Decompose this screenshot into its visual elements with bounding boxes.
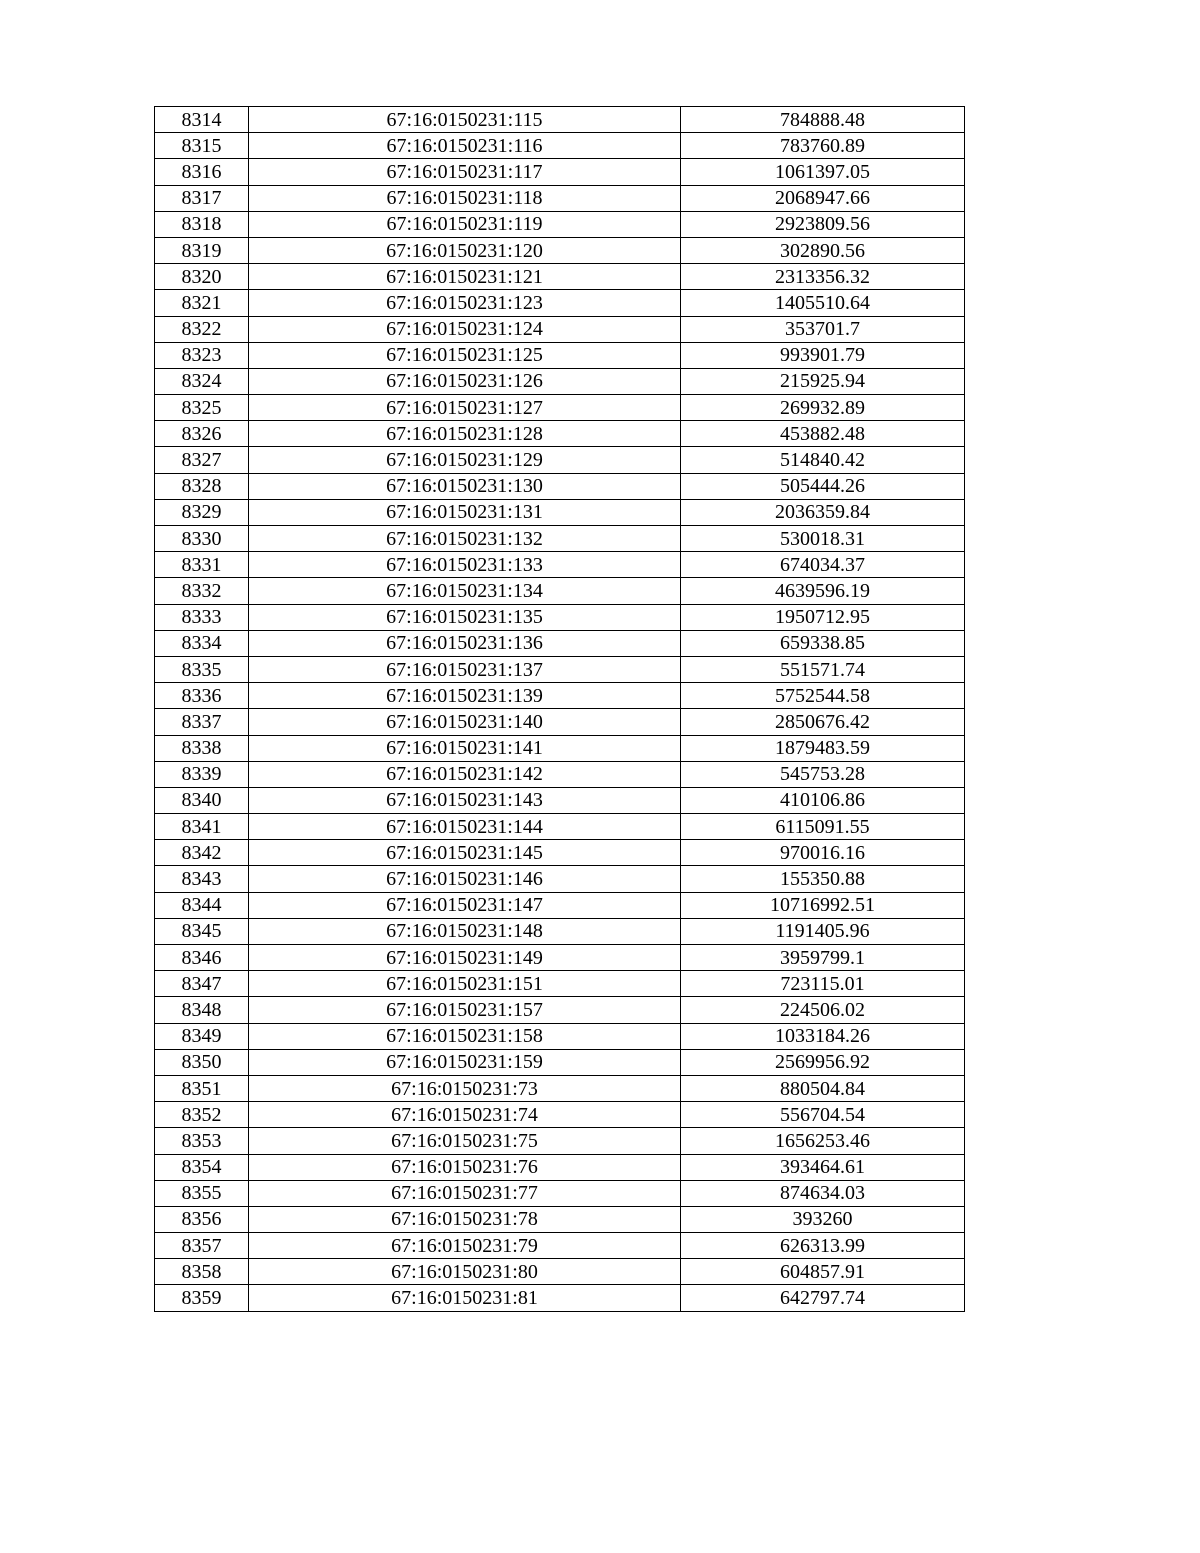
cadastral-value-cell: 874634.03 bbox=[681, 1180, 965, 1206]
row-number-cell: 8315 bbox=[155, 133, 249, 159]
cadastral-number-cell: 67:16:0150231:123 bbox=[249, 290, 681, 316]
table-row bbox=[155, 211, 965, 237]
cadastral-value-cell: 1879483.59 bbox=[681, 735, 965, 761]
cadastral-number-cell: 67:16:0150231:136 bbox=[249, 630, 681, 656]
cadastral-number-cell: 67:16:0150231:125 bbox=[249, 342, 681, 368]
table-row bbox=[155, 1049, 965, 1075]
table-row bbox=[155, 787, 965, 813]
cadastral-value-cell: 642797.74 bbox=[681, 1285, 965, 1311]
row-number-cell: 8354 bbox=[155, 1154, 249, 1180]
table-row bbox=[155, 683, 965, 709]
cadastral-value-cell: 215925.94 bbox=[681, 368, 965, 394]
cadastral-number-cell: 67:16:0150231:74 bbox=[249, 1102, 681, 1128]
cadastral-number-cell: 67:16:0150231:121 bbox=[249, 264, 681, 290]
cadastral-value-cell: 1950712.95 bbox=[681, 604, 965, 630]
cadastral-number-cell: 67:16:0150231:140 bbox=[249, 709, 681, 735]
cadastral-value-cell: 2036359.84 bbox=[681, 499, 965, 525]
row-number-cell: 8356 bbox=[155, 1206, 249, 1232]
row-number-cell: 8347 bbox=[155, 971, 249, 997]
cadastral-value-cell: 6115091.55 bbox=[681, 814, 965, 840]
cadastral-number-cell: 67:16:0150231:145 bbox=[249, 840, 681, 866]
cadastral-value-cell: 2850676.42 bbox=[681, 709, 965, 735]
cadastral-number-cell: 67:16:0150231:75 bbox=[249, 1128, 681, 1154]
cadastral-number-cell: 67:16:0150231:120 bbox=[249, 237, 681, 263]
cadastral-number-cell: 67:16:0150231:78 bbox=[249, 1206, 681, 1232]
cadastral-value-cell: 410106.86 bbox=[681, 787, 965, 813]
cadastral-number-cell: 67:16:0150231:124 bbox=[249, 316, 681, 342]
table-row bbox=[155, 945, 965, 971]
row-number-cell: 8316 bbox=[155, 159, 249, 185]
cadastral-number-cell: 67:16:0150231:76 bbox=[249, 1154, 681, 1180]
cadastral-number-cell: 67:16:0150231:117 bbox=[249, 159, 681, 185]
cadastral-value-cell: 993901.79 bbox=[681, 342, 965, 368]
cadastral-number-cell: 67:16:0150231:147 bbox=[249, 892, 681, 918]
table-row bbox=[155, 814, 965, 840]
cadastral-value-cell: 393260 bbox=[681, 1206, 965, 1232]
cadastral-value-cell: 1191405.96 bbox=[681, 918, 965, 944]
row-number-cell: 8352 bbox=[155, 1102, 249, 1128]
row-number-cell: 8344 bbox=[155, 892, 249, 918]
cadastral-value-cell: 514840.42 bbox=[681, 447, 965, 473]
table-row bbox=[155, 421, 965, 447]
table-row bbox=[155, 133, 965, 159]
cadastral-number-cell: 67:16:0150231:141 bbox=[249, 735, 681, 761]
table-row bbox=[155, 840, 965, 866]
row-number-cell: 8331 bbox=[155, 552, 249, 578]
cadastral-number-cell: 67:16:0150231:126 bbox=[249, 368, 681, 394]
table-row bbox=[155, 1154, 965, 1180]
cadastral-value-cell: 2068947.66 bbox=[681, 185, 965, 211]
cadastral-value-cell: 530018.31 bbox=[681, 526, 965, 552]
cadastral-number-cell: 67:16:0150231:133 bbox=[249, 552, 681, 578]
table-row bbox=[155, 107, 965, 133]
table-row bbox=[155, 1259, 965, 1285]
row-number-cell: 8336 bbox=[155, 683, 249, 709]
cadastral-number-cell: 67:16:0150231:116 bbox=[249, 133, 681, 159]
table-row bbox=[155, 656, 965, 682]
row-number-cell: 8359 bbox=[155, 1285, 249, 1311]
cadastral-number-cell: 67:16:0150231:80 bbox=[249, 1259, 681, 1285]
row-number-cell: 8342 bbox=[155, 840, 249, 866]
table-row bbox=[155, 316, 965, 342]
row-number-cell: 8350 bbox=[155, 1049, 249, 1075]
table-row bbox=[155, 264, 965, 290]
cadastral-value-cell: 551571.74 bbox=[681, 656, 965, 682]
table-row bbox=[155, 1102, 965, 1128]
row-number-cell: 8335 bbox=[155, 656, 249, 682]
row-number-cell: 8337 bbox=[155, 709, 249, 735]
cadastral-value-cell: 2923809.56 bbox=[681, 211, 965, 237]
row-number-cell: 8355 bbox=[155, 1180, 249, 1206]
row-number-cell: 8324 bbox=[155, 368, 249, 394]
cadastral-number-cell: 67:16:0150231:73 bbox=[249, 1075, 681, 1101]
row-number-cell: 8328 bbox=[155, 473, 249, 499]
cadastral-value-cell: 5752544.58 bbox=[681, 683, 965, 709]
cadastral-value-cell: 674034.37 bbox=[681, 552, 965, 578]
row-number-cell: 8334 bbox=[155, 630, 249, 656]
cadastral-value-cell: 393464.61 bbox=[681, 1154, 965, 1180]
table-row bbox=[155, 709, 965, 735]
cadastral-value-cell: 604857.91 bbox=[681, 1259, 965, 1285]
cadastral-value-cell: 505444.26 bbox=[681, 473, 965, 499]
row-number-cell: 8345 bbox=[155, 918, 249, 944]
cadastral-value-cell: 556704.54 bbox=[681, 1102, 965, 1128]
table-row bbox=[155, 368, 965, 394]
cadastral-value-cell: 1405510.64 bbox=[681, 290, 965, 316]
cadastral-number-cell: 67:16:0150231:151 bbox=[249, 971, 681, 997]
cadastral-number-cell: 67:16:0150231:148 bbox=[249, 918, 681, 944]
table-row bbox=[155, 552, 965, 578]
row-number-cell: 8319 bbox=[155, 237, 249, 263]
row-number-cell: 8317 bbox=[155, 185, 249, 211]
table-row bbox=[155, 1128, 965, 1154]
cadastral-number-cell: 67:16:0150231:131 bbox=[249, 499, 681, 525]
cadastral-value-table bbox=[154, 106, 965, 1312]
cadastral-value-cell: 453882.48 bbox=[681, 421, 965, 447]
table-row bbox=[155, 290, 965, 316]
table-row bbox=[155, 159, 965, 185]
cadastral-number-cell: 67:16:0150231:79 bbox=[249, 1233, 681, 1259]
table-row bbox=[155, 892, 965, 918]
row-number-cell: 8330 bbox=[155, 526, 249, 552]
cadastral-value-cell: 970016.16 bbox=[681, 840, 965, 866]
cadastral-value-cell: 545753.28 bbox=[681, 761, 965, 787]
row-number-cell: 8341 bbox=[155, 814, 249, 840]
row-number-cell: 8338 bbox=[155, 735, 249, 761]
cadastral-number-cell: 67:16:0150231:130 bbox=[249, 473, 681, 499]
row-number-cell: 8333 bbox=[155, 604, 249, 630]
table-row bbox=[155, 761, 965, 787]
row-number-cell: 8357 bbox=[155, 1233, 249, 1259]
cadastral-number-cell: 67:16:0150231:137 bbox=[249, 656, 681, 682]
row-number-cell: 8348 bbox=[155, 997, 249, 1023]
cadastral-number-cell: 67:16:0150231:159 bbox=[249, 1049, 681, 1075]
cadastral-number-cell: 67:16:0150231:81 bbox=[249, 1285, 681, 1311]
cadastral-value-cell: 10716992.51 bbox=[681, 892, 965, 918]
row-number-cell: 8325 bbox=[155, 395, 249, 421]
cadastral-value-cell: 1033184.26 bbox=[681, 1023, 965, 1049]
cadastral-number-cell: 67:16:0150231:149 bbox=[249, 945, 681, 971]
cadastral-value-cell: 224506.02 bbox=[681, 997, 965, 1023]
table-row bbox=[155, 526, 965, 552]
cadastral-value-cell: 1061397.05 bbox=[681, 159, 965, 185]
cadastral-number-cell: 67:16:0150231:129 bbox=[249, 447, 681, 473]
table-row bbox=[155, 1206, 965, 1232]
table-row bbox=[155, 630, 965, 656]
row-number-cell: 8314 bbox=[155, 107, 249, 133]
table-row bbox=[155, 185, 965, 211]
row-number-cell: 8322 bbox=[155, 316, 249, 342]
cadastral-value-cell: 2569956.92 bbox=[681, 1049, 965, 1075]
table-row bbox=[155, 499, 965, 525]
table-row bbox=[155, 971, 965, 997]
cadastral-number-cell: 67:16:0150231:118 bbox=[249, 185, 681, 211]
table-row bbox=[155, 866, 965, 892]
table-row bbox=[155, 997, 965, 1023]
table-row bbox=[155, 473, 965, 499]
cadastral-number-cell: 67:16:0150231:135 bbox=[249, 604, 681, 630]
row-number-cell: 8318 bbox=[155, 211, 249, 237]
table-row bbox=[155, 395, 965, 421]
cadastral-number-cell: 67:16:0150231:146 bbox=[249, 866, 681, 892]
cadastral-value-cell: 784888.48 bbox=[681, 107, 965, 133]
cadastral-value-cell: 880504.84 bbox=[681, 1075, 965, 1101]
table-row bbox=[155, 604, 965, 630]
table-row bbox=[155, 735, 965, 761]
row-number-cell: 8353 bbox=[155, 1128, 249, 1154]
row-number-cell: 8321 bbox=[155, 290, 249, 316]
cadastral-value-cell: 1656253.46 bbox=[681, 1128, 965, 1154]
row-number-cell: 8351 bbox=[155, 1075, 249, 1101]
cadastral-value-cell: 302890.56 bbox=[681, 237, 965, 263]
table-row bbox=[155, 578, 965, 604]
cadastral-value-cell: 723115.01 bbox=[681, 971, 965, 997]
row-number-cell: 8326 bbox=[155, 421, 249, 447]
table-row bbox=[155, 918, 965, 944]
cadastral-value-cell: 659338.85 bbox=[681, 630, 965, 656]
cadastral-number-cell: 67:16:0150231:128 bbox=[249, 421, 681, 447]
cadastral-number-cell: 67:16:0150231:115 bbox=[249, 107, 681, 133]
table-row bbox=[155, 342, 965, 368]
cadastral-value-cell: 155350.88 bbox=[681, 866, 965, 892]
cadastral-number-cell: 67:16:0150231:157 bbox=[249, 997, 681, 1023]
cadastral-number-cell: 67:16:0150231:134 bbox=[249, 578, 681, 604]
cadastral-number-cell: 67:16:0150231:132 bbox=[249, 526, 681, 552]
cadastral-number-cell: 67:16:0150231:144 bbox=[249, 814, 681, 840]
cadastral-number-cell: 67:16:0150231:77 bbox=[249, 1180, 681, 1206]
table-row bbox=[155, 1285, 965, 1311]
table-row bbox=[155, 237, 965, 263]
row-number-cell: 8358 bbox=[155, 1259, 249, 1285]
cadastral-value-cell: 3959799.1 bbox=[681, 945, 965, 971]
row-number-cell: 8329 bbox=[155, 499, 249, 525]
cadastral-value-cell: 353701.7 bbox=[681, 316, 965, 342]
cadastral-value-cell: 626313.99 bbox=[681, 1233, 965, 1259]
row-number-cell: 8349 bbox=[155, 1023, 249, 1049]
row-number-cell: 8327 bbox=[155, 447, 249, 473]
row-number-cell: 8343 bbox=[155, 866, 249, 892]
table-row bbox=[155, 447, 965, 473]
cadastral-value-cell: 269932.89 bbox=[681, 395, 965, 421]
cadastral-number-cell: 67:16:0150231:143 bbox=[249, 787, 681, 813]
cadastral-value-cell: 2313356.32 bbox=[681, 264, 965, 290]
row-number-cell: 8340 bbox=[155, 787, 249, 813]
cadastral-number-cell: 67:16:0150231:127 bbox=[249, 395, 681, 421]
cadastral-number-cell: 67:16:0150231:119 bbox=[249, 211, 681, 237]
row-number-cell: 8323 bbox=[155, 342, 249, 368]
row-number-cell: 8332 bbox=[155, 578, 249, 604]
cadastral-value-cell: 4639596.19 bbox=[681, 578, 965, 604]
cadastral-number-cell: 67:16:0150231:142 bbox=[249, 761, 681, 787]
table-row bbox=[155, 1233, 965, 1259]
cadastral-number-cell: 67:16:0150231:139 bbox=[249, 683, 681, 709]
table-row bbox=[155, 1023, 965, 1049]
row-number-cell: 8339 bbox=[155, 761, 249, 787]
cadastral-value-cell: 783760.89 bbox=[681, 133, 965, 159]
cadastral-number-cell: 67:16:0150231:158 bbox=[249, 1023, 681, 1049]
table-body bbox=[155, 107, 965, 1312]
table-row bbox=[155, 1075, 965, 1101]
row-number-cell: 8320 bbox=[155, 264, 249, 290]
row-number-cell: 8346 bbox=[155, 945, 249, 971]
table-row bbox=[155, 1180, 965, 1206]
